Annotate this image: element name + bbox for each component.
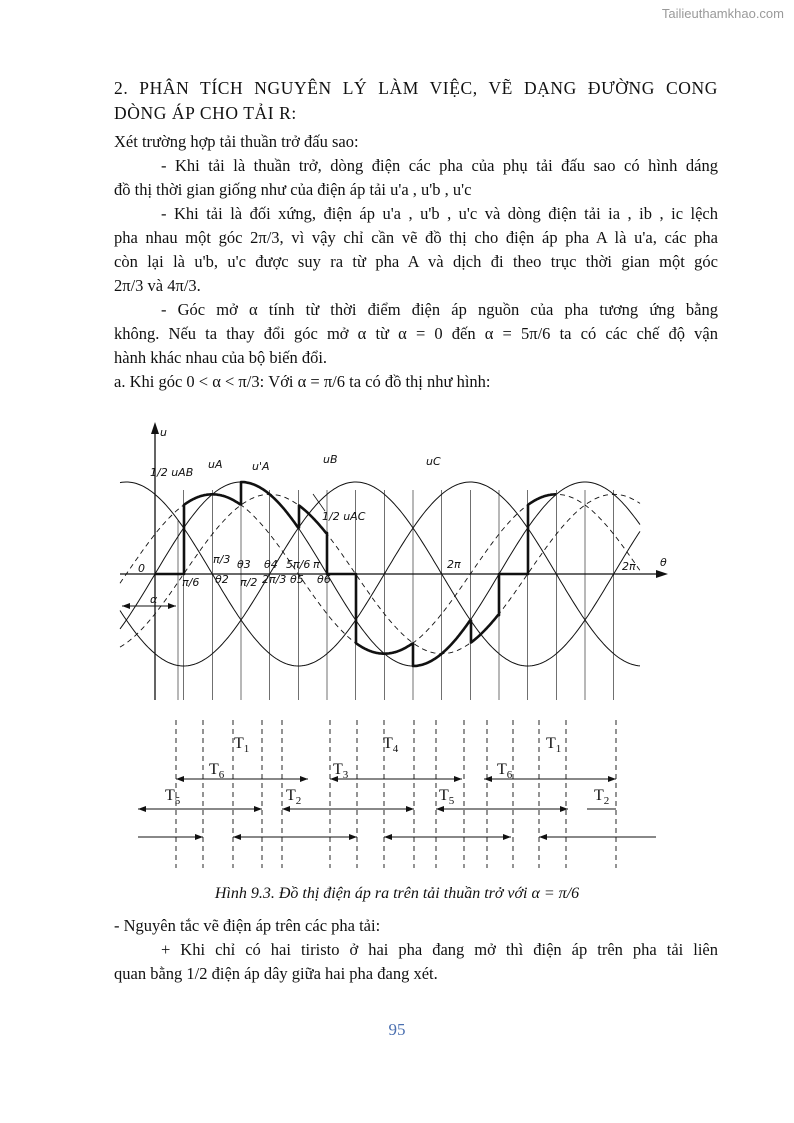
page-number: 95 — [388, 1020, 406, 1039]
alpha-arrow-right-icon — [168, 603, 176, 609]
label-half-uab: 1/2 uAB — [150, 466, 194, 479]
axis-theta-label: θ — [660, 556, 667, 569]
paragraph-5: a. Khi góc 0 < α < π/3: Với α = π/6 ta có đồ thị như hình: — [114, 372, 491, 391]
alpha-label: α — [150, 593, 158, 606]
thyristor-label-index: 4 — [392, 743, 399, 755]
paragraph-4-line-2: không. Nếu ta thay đổi góc mở α từ α = 0 đến α = 5π/6 ta có các chế độ vận — [114, 324, 718, 343]
tick-label: 2π — [447, 558, 461, 571]
paragraph-4-line-1: - Góc mở α tính từ thời điểm điện áp nguồn của pha tương ứng bằng — [161, 300, 718, 319]
paragraph-3-line-1: - Khi tải là đối xứng, điện áp u'a , u'b , u'c và dòng điện tải ia , ib , ic lệch — [161, 204, 718, 223]
interval-t6b-head-icon — [608, 776, 616, 782]
vertical-grid-lines — [178, 490, 614, 700]
label-ua: uA — [208, 458, 223, 471]
interval-t1-head-icon — [349, 834, 357, 840]
tick-label: θ3 — [237, 558, 251, 571]
interval-t6-head-icon — [300, 776, 308, 782]
origin-label: 0 — [138, 562, 145, 575]
axes — [120, 422, 668, 700]
heading-line-1: 2. PHÂN TÍCH NGUYÊN LÝ LÀM VIỆC, VẼ DẠNG ĐƯỜNG CONG — [114, 78, 718, 98]
interval-t1-tail-icon — [233, 834, 241, 840]
thyristor-label-index: 2 — [295, 795, 302, 807]
interval-t4-head-icon — [503, 834, 511, 840]
thyristor-label: $T_3$ — [333, 761, 349, 781]
paragraph-4-line-3: hành khác nhau của bộ biến đổi. — [114, 348, 328, 367]
tick-label: π — [313, 558, 320, 571]
paragraph-6: - Nguyên tắc vẽ điện áp trên các pha tải: — [114, 916, 381, 935]
thyristor-label-index: 1 — [243, 743, 250, 755]
thyristor-label: $T_6$ — [209, 761, 225, 781]
paragraph-7-line-1: + Khi chỉ có hai tiristo ở hai pha đang mở thì điện áp trên pha tải liên — [161, 940, 718, 959]
thyristor-label-index: 5 — [448, 795, 455, 807]
thyristor-label: $T_1$ — [546, 735, 562, 755]
paragraph-2-line-1: - Khi tải là thuần trở, dòng điện các pha của phụ tải đấu sao có hình dáng — [161, 156, 718, 175]
thyristor-label: $T_6$ — [497, 761, 513, 781]
interval-t5b-head-icon — [560, 806, 568, 812]
paragraph-3-line-3: còn lại là u'b, u'c được suy ra từ pha A và dịch đi theo trục thời gian một góc — [114, 252, 718, 271]
label-ua-prime: u'A — [252, 460, 270, 473]
thyristor-label: $T_2$ — [286, 787, 302, 807]
tick-label: θ5 — [290, 573, 304, 586]
paragraph-3-line-2: pha nhau một góc 2π/3, vì vậy chỉ cần vẽ đồ thị cho điện áp pha A là u'a, các pha — [114, 228, 718, 247]
interval-t6-tail-icon — [176, 776, 184, 782]
interval-t3-head-icon — [454, 776, 462, 782]
interval-t2-tail-icon — [282, 806, 290, 812]
tick-label: θ2 — [215, 573, 229, 586]
interval-t5-head-icon — [254, 806, 262, 812]
tick-label: θ6 — [317, 573, 331, 586]
paragraph-intro: Xét trường hợp tải thuần trở đấu sao: — [114, 132, 359, 151]
interval-t5-tail-icon — [138, 806, 146, 812]
tick-label: 2π — [622, 560, 636, 573]
paragraph-7-line-2: quan bằng 1/2 điện áp dây giữa hai pha đang xét. — [114, 964, 438, 983]
interval-t4-tail-icon — [384, 834, 392, 840]
figure-caption: Hình 9.3. Đồ thị điện áp ra trên tải thuần trở với α = π/6 — [214, 885, 580, 902]
interval-t1-prev-head-icon — [195, 834, 203, 840]
tick-label: π/6 — [182, 576, 200, 589]
label-ub: uB — [323, 453, 338, 466]
tick-label: 5π/6 — [286, 558, 311, 571]
thyristor-label: $T_2$ — [594, 787, 610, 807]
interval-t6b-tail-icon — [484, 776, 492, 782]
interval-t1-next-tail-icon — [539, 834, 547, 840]
tick-label: π/2 — [240, 576, 258, 589]
tick-label: π/3 — [213, 553, 231, 566]
heading-line-2: DÒNG ÁP CHO TẢI R: — [114, 103, 297, 123]
tick-labels — [182, 553, 636, 589]
tick-label: θ4 — [264, 558, 278, 571]
thyristor-label-index: 6 — [506, 769, 513, 781]
tick-label: 2π/3 — [262, 573, 287, 586]
label-half-uac: 1/2 uAC — [322, 510, 366, 523]
thyristor-label-index: 5 — [174, 795, 181, 807]
thyristor-label: $T_4$ — [383, 735, 399, 755]
theta-axis-arrow-icon — [656, 570, 668, 578]
thyristor-label-index: 6 — [218, 769, 225, 781]
thyristor-label: $T_5$ — [439, 787, 455, 807]
interval-t5b-tail-icon — [436, 806, 444, 812]
axis-u-label: u — [160, 426, 167, 439]
watermark: Tailieuthamkhao.com — [661, 6, 784, 21]
label-uc: uC — [426, 455, 441, 468]
thyristor-label: $T_1$ — [234, 735, 250, 755]
alpha-arrow-left-icon — [122, 603, 130, 609]
paragraph-3-line-4: 2π/3 và 4π/3. — [114, 276, 201, 295]
thyristor-label-index: 1 — [555, 743, 562, 755]
label-pointer — [313, 494, 325, 511]
thyristor-label-index: 2 — [603, 795, 610, 807]
interval-t2-head-icon — [406, 806, 414, 812]
thyristor-label: $T_5$ — [165, 787, 181, 807]
thyristor-timing-diagram — [138, 720, 656, 868]
u-axis-arrow-icon — [151, 422, 159, 434]
paragraph-2-line-2: đồ thị thời gian giống như của điện áp tải u'a , u'b , u'c — [114, 180, 472, 199]
thyristor-label-index: 3 — [342, 769, 349, 781]
